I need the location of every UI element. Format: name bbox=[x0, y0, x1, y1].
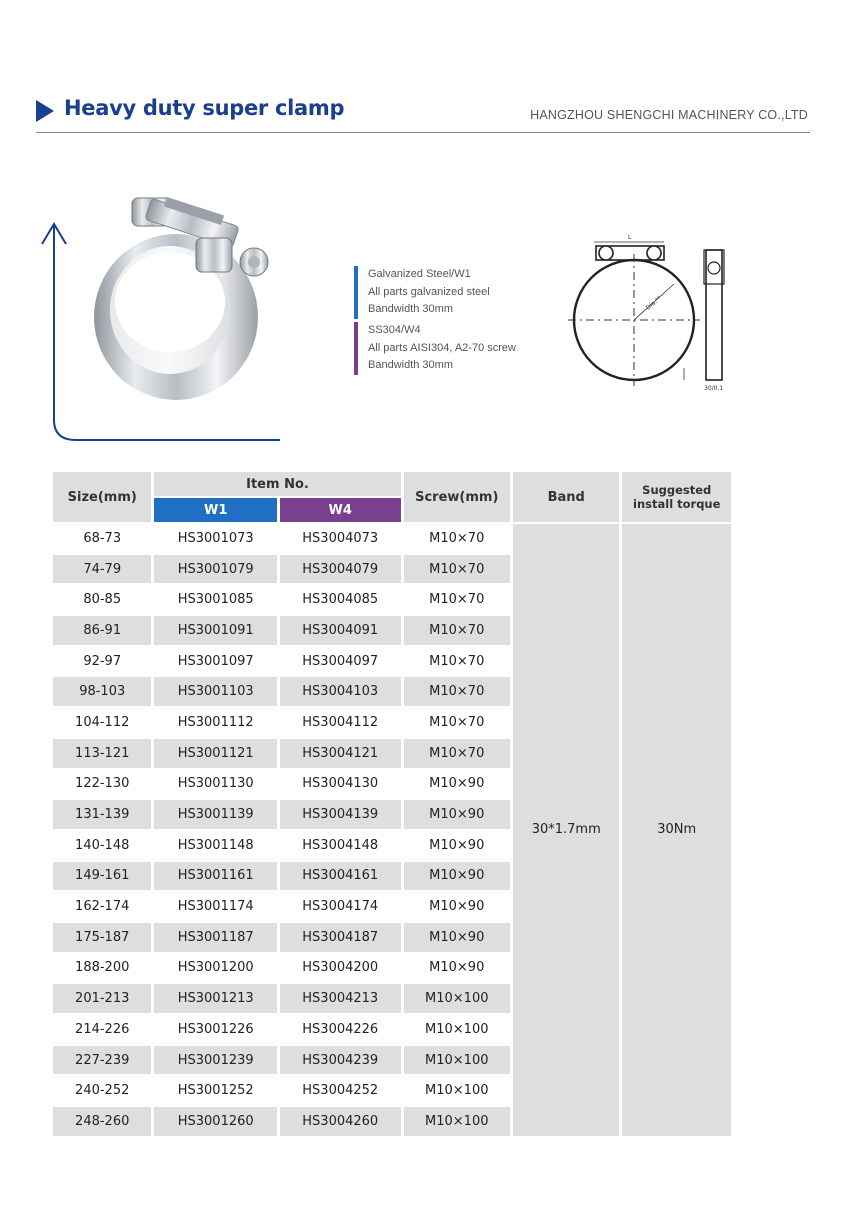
cell-screw: M10×70 bbox=[404, 677, 510, 706]
cell-size: 240-252 bbox=[53, 1076, 151, 1105]
header-w4: W4 bbox=[280, 498, 401, 522]
spec-w4 bbox=[354, 322, 516, 375]
cell-size: 149-161 bbox=[53, 862, 151, 891]
cell-w1: HS3001260 bbox=[154, 1107, 277, 1136]
cell-w4: HS3004260 bbox=[280, 1107, 401, 1136]
cell-w4: HS3004148 bbox=[280, 831, 401, 860]
header-screw: Screw(mm) bbox=[404, 472, 510, 522]
cell-w4: HS3004130 bbox=[280, 770, 401, 799]
cell-screw: M10×70 bbox=[404, 739, 510, 768]
spec-w1 bbox=[354, 266, 490, 319]
cell-w4: HS3004200 bbox=[280, 954, 401, 983]
header-item-no: Item No. bbox=[154, 472, 400, 496]
cell-w1: HS3001073 bbox=[154, 524, 277, 553]
cell-w4: HS3004139 bbox=[280, 800, 401, 829]
cell-w1: HS3001200 bbox=[154, 954, 277, 983]
spec-w1-line2: All parts galvanized steel bbox=[368, 285, 490, 298]
cell-size: 92-97 bbox=[53, 647, 151, 676]
spec-w4-line1: SS304/W4 bbox=[368, 324, 421, 336]
cell-screw: M10×90 bbox=[404, 862, 510, 891]
specification-table bbox=[50, 470, 734, 1138]
cell-size: 80-85 bbox=[53, 585, 151, 614]
cell-w4: HS3004112 bbox=[280, 708, 401, 737]
company-name: HANGZHOU SHENGCHI MACHINERY CO.,LTD bbox=[530, 108, 808, 122]
play-arrow-icon bbox=[36, 100, 54, 122]
cell-size: 201-213 bbox=[53, 984, 151, 1013]
cell-w1: HS3001091 bbox=[154, 616, 277, 645]
cell-w4: HS3004161 bbox=[280, 862, 401, 891]
table-body bbox=[53, 524, 731, 1136]
cell-w1: HS3001226 bbox=[154, 1015, 277, 1044]
cell-size: 86-91 bbox=[53, 616, 151, 645]
table-row bbox=[53, 524, 731, 553]
cell-w4: HS3004252 bbox=[280, 1076, 401, 1105]
cell-w4: HS3004085 bbox=[280, 585, 401, 614]
cell-size: 74-79 bbox=[53, 555, 151, 584]
page-header bbox=[36, 96, 810, 133]
cell-w1: HS3001252 bbox=[154, 1076, 277, 1105]
cell-w1: HS3001130 bbox=[154, 770, 277, 799]
cell-w4: HS3004239 bbox=[280, 1046, 401, 1075]
cell-w4: HS3004187 bbox=[280, 923, 401, 952]
cell-size: 248-260 bbox=[53, 1107, 151, 1136]
cell-size: 140-148 bbox=[53, 831, 151, 860]
cell-size: 214-226 bbox=[53, 1015, 151, 1044]
cell-w4: HS3004226 bbox=[280, 1015, 401, 1044]
header-torque bbox=[622, 472, 731, 522]
dim-band-label: 30/0.1 bbox=[704, 385, 724, 392]
cell-size: 162-174 bbox=[53, 892, 151, 921]
header-torque-line2: install torque bbox=[633, 497, 721, 511]
header-band: Band bbox=[513, 472, 619, 522]
cell-w1: HS3001239 bbox=[154, 1046, 277, 1075]
cell-size: 104-112 bbox=[53, 708, 151, 737]
cell-screw: M10×100 bbox=[404, 1015, 510, 1044]
clamp-photo bbox=[36, 182, 296, 444]
cell-w1: HS3001079 bbox=[154, 555, 277, 584]
cell-screw: M10×70 bbox=[404, 555, 510, 584]
cell-size: 98-103 bbox=[53, 677, 151, 706]
header-size: Size(mm) bbox=[53, 472, 151, 522]
spec-w1-line1: Galvanized Steel/W1 bbox=[368, 268, 471, 280]
cell-w4: HS3004073 bbox=[280, 524, 401, 553]
cell-w1: HS3001112 bbox=[154, 708, 277, 737]
cell-w1: HS3001213 bbox=[154, 984, 277, 1013]
page-title: Heavy duty super clamp bbox=[64, 96, 345, 120]
cell-w1: HS3001148 bbox=[154, 831, 277, 860]
cell-w4: HS3004174 bbox=[280, 892, 401, 921]
cell-size: 131-139 bbox=[53, 800, 151, 829]
cell-screw: M10×70 bbox=[404, 708, 510, 737]
cell-w1: HS3001161 bbox=[154, 862, 277, 891]
header-w1: W1 bbox=[154, 498, 277, 522]
cell-screw: M10×100 bbox=[404, 1046, 510, 1075]
cell-screw: M10×70 bbox=[404, 647, 510, 676]
cell-torque: 30Nm bbox=[622, 524, 731, 1136]
dim-diameter-label: Dia.** bbox=[644, 294, 663, 312]
cell-screw: M10×90 bbox=[404, 954, 510, 983]
cell-w1: HS3001121 bbox=[154, 739, 277, 768]
cell-screw: M10×70 bbox=[404, 616, 510, 645]
cell-size: 175-187 bbox=[53, 923, 151, 952]
cell-size: 188-200 bbox=[53, 954, 151, 983]
cell-screw: M10×70 bbox=[404, 524, 510, 553]
cell-screw: M10×90 bbox=[404, 892, 510, 921]
cell-w1: HS3001085 bbox=[154, 585, 277, 614]
cell-w4: HS3004103 bbox=[280, 677, 401, 706]
cell-screw: M10×90 bbox=[404, 770, 510, 799]
spec-w4-line3: Bandwidth 30mm bbox=[368, 359, 453, 371]
cell-w4: HS3004097 bbox=[280, 647, 401, 676]
cell-screw: M10×90 bbox=[404, 923, 510, 952]
cell-w1: HS3001097 bbox=[154, 647, 277, 676]
cell-w1: HS3001187 bbox=[154, 923, 277, 952]
cell-w4: HS3004091 bbox=[280, 616, 401, 645]
cell-screw: M10×70 bbox=[404, 585, 510, 614]
cell-screw: M10×100 bbox=[404, 1076, 510, 1105]
cell-size: 227-239 bbox=[53, 1046, 151, 1075]
cell-size: 122-130 bbox=[53, 770, 151, 799]
spec-w4-line2: All parts AISI304, A2-70 screw bbox=[368, 341, 516, 354]
cell-band: 30*1.7mm bbox=[513, 524, 619, 1136]
cell-w4: HS3004121 bbox=[280, 739, 401, 768]
cell-screw: M10×90 bbox=[404, 831, 510, 860]
cell-w4: HS3004079 bbox=[280, 555, 401, 584]
header-torque-line1: Suggested bbox=[642, 483, 712, 497]
cell-w1: HS3001139 bbox=[154, 800, 277, 829]
cell-w4: HS3004213 bbox=[280, 984, 401, 1013]
technical-drawing bbox=[566, 228, 738, 394]
cell-size: 113-121 bbox=[53, 739, 151, 768]
spec-w1-line3: Bandwidth 30mm bbox=[368, 303, 453, 315]
cell-screw: M10×100 bbox=[404, 984, 510, 1013]
cell-size: 68-73 bbox=[53, 524, 151, 553]
dim-top-label: L bbox=[628, 234, 632, 241]
cell-screw: M10×100 bbox=[404, 1107, 510, 1136]
cell-w1: HS3001174 bbox=[154, 892, 277, 921]
cell-screw: M10×90 bbox=[404, 800, 510, 829]
cell-w1: HS3001103 bbox=[154, 677, 277, 706]
